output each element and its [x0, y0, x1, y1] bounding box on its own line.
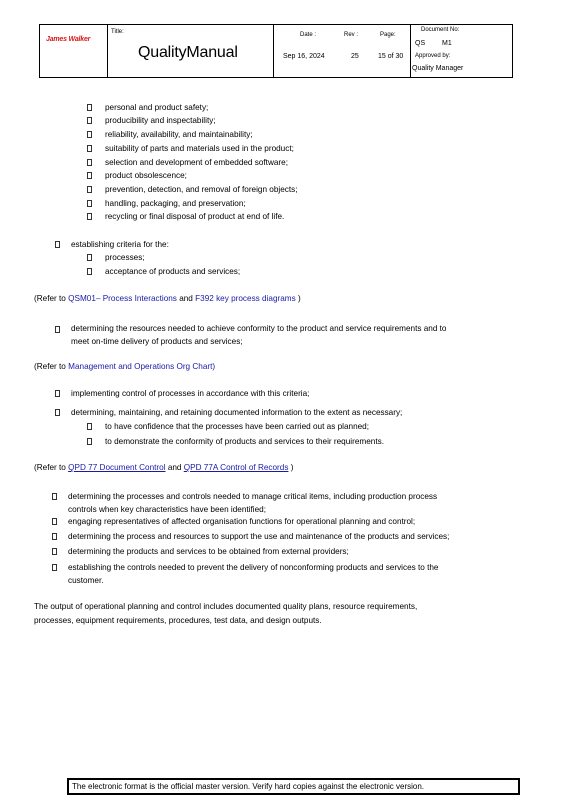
page-value: 15 of 30: [378, 53, 404, 60]
link-qpd77[interactable]: QPD 77 Document Control: [68, 463, 166, 472]
rev-label: Rev :: [344, 32, 359, 38]
list-item-continuation: controls when key characteristics have been identified;: [68, 505, 266, 514]
reference-and: and: [167, 463, 182, 472]
title-cell: [108, 25, 274, 77]
bullet-icon: [52, 533, 57, 540]
bullet-icon: [55, 241, 60, 248]
list-item: selection and development of embedded software;: [105, 158, 288, 167]
paragraph-line: meet on-time delivery of products and services;: [71, 337, 243, 346]
link-qpd77a[interactable]: QPD 77A Control of Records: [183, 463, 289, 472]
link-org-chart[interactable]: Management and Operations Org Chart): [68, 362, 216, 371]
list-item: recycling or final disposal of product at end of life.: [105, 212, 285, 221]
list-item: product obsolescence;: [105, 171, 187, 180]
sub-list-item: to demonstrate the conformity of products and services to their requirements.: [105, 437, 384, 446]
doc-no-label: Document No:: [421, 27, 460, 33]
bullet-icon: [87, 200, 92, 207]
document-header: [39, 24, 513, 78]
bullet-icon: [87, 213, 92, 220]
criteria-lead: establishing criteria for the:: [71, 240, 169, 249]
list-item: engaging representatives of affected organisation functions for operational planning and control;: [68, 517, 416, 526]
list-item: determining the process and resources to support the use and maintenance of the products and services;: [68, 532, 450, 541]
list-item: suitability of parts and materials used in the product;: [105, 144, 294, 153]
output-paragraph-line: processes, equipment requirements, procedures, test data, and design outputs.: [34, 616, 322, 625]
bullet-icon: [87, 172, 92, 179]
list-item: establishing the controls needed to prevent the delivery of nonconforming products and services to the: [68, 563, 439, 572]
list-item: determining, maintaining, and retaining documented information to the extent as necessary;: [71, 408, 403, 417]
bullet-icon: [55, 409, 60, 416]
reference-suffix: ): [290, 463, 294, 472]
bullet-icon: [87, 117, 92, 124]
sub-list-item: to have confidence that the processes have been carried out as planned;: [105, 422, 369, 431]
list-item: determining the processes and controls needed to manage critical items, including production process: [68, 492, 438, 501]
bullet-icon: [87, 254, 92, 261]
page-label: Page:: [380, 32, 396, 38]
reference-prefix: (Refer to: [34, 294, 66, 303]
bullet-icon: [52, 518, 57, 525]
list-item: prevention, detection, and removal of foreign objects;: [105, 185, 298, 194]
bullet-icon: [87, 131, 92, 138]
output-paragraph-line: The output of operational planning and control includes documented quality plans, resource requirements,: [34, 602, 418, 611]
bullet-icon: [87, 423, 92, 430]
reference-and: and: [179, 294, 193, 303]
title-label: Title:: [111, 29, 124, 35]
paragraph-line: determining the resources needed to achieve conformity to the product and service requirements and to: [71, 324, 447, 333]
company-logo-cell: [40, 25, 108, 77]
criteria-item: acceptance of products and services;: [105, 267, 241, 276]
reference-suffix: ): [298, 294, 301, 303]
company-logo: James Walker: [46, 36, 91, 43]
reference-prefix: (Refer to: [34, 362, 66, 371]
bullet-icon: [87, 145, 92, 152]
bullet-icon: [87, 438, 92, 445]
rev-value: 25: [351, 53, 359, 60]
bullet-icon: [52, 493, 57, 500]
criteria-item: processes;: [105, 253, 145, 262]
list-item: implementing control of processes in accordance with this criteria;: [71, 389, 310, 398]
bullet-icon: [52, 564, 57, 571]
reference-line: [34, 461, 293, 474]
bullet-icon: [55, 326, 60, 333]
reference-prefix: (Refer to: [34, 463, 66, 472]
date-value: Sep 16, 2024: [283, 53, 325, 60]
approved-label: Approved by:: [415, 53, 451, 59]
bullet-icon: [87, 186, 92, 193]
list-item: handling, packaging, and preservation;: [105, 199, 246, 208]
list-item: reliability, availability, and maintainability;: [105, 130, 253, 139]
doc-number: M1: [442, 40, 452, 47]
link-qsm01[interactable]: QSM01– Process Interactions: [68, 294, 177, 303]
doc-code: QS: [415, 40, 426, 47]
bullet-icon: [55, 390, 60, 397]
bullet-icon: [87, 268, 92, 275]
bullet-icon: [52, 548, 57, 555]
list-item: determining the products and services to be obtained from external providers;: [68, 547, 349, 556]
bullet-icon: [87, 104, 92, 111]
list-item: producibility and inspectability;: [105, 116, 216, 125]
approved-value: Quality Manager: [412, 65, 464, 72]
document-title: QualityManual: [138, 44, 238, 61]
reference-line: [34, 292, 301, 305]
link-f392[interactable]: F392 key process diagrams: [195, 294, 296, 303]
list-item: personal and product safety;: [105, 103, 209, 112]
document-number-cell: [411, 25, 512, 77]
list-item-continuation: customer.: [68, 576, 104, 585]
reference-line: [34, 360, 215, 373]
date-rev-page-cell: [274, 25, 411, 77]
bullet-icon: [87, 159, 92, 166]
date-label: Date :: [300, 32, 317, 38]
footer-notice: The electronic format is the official master version. Verify hard copies against the electronic version.: [67, 778, 520, 795]
